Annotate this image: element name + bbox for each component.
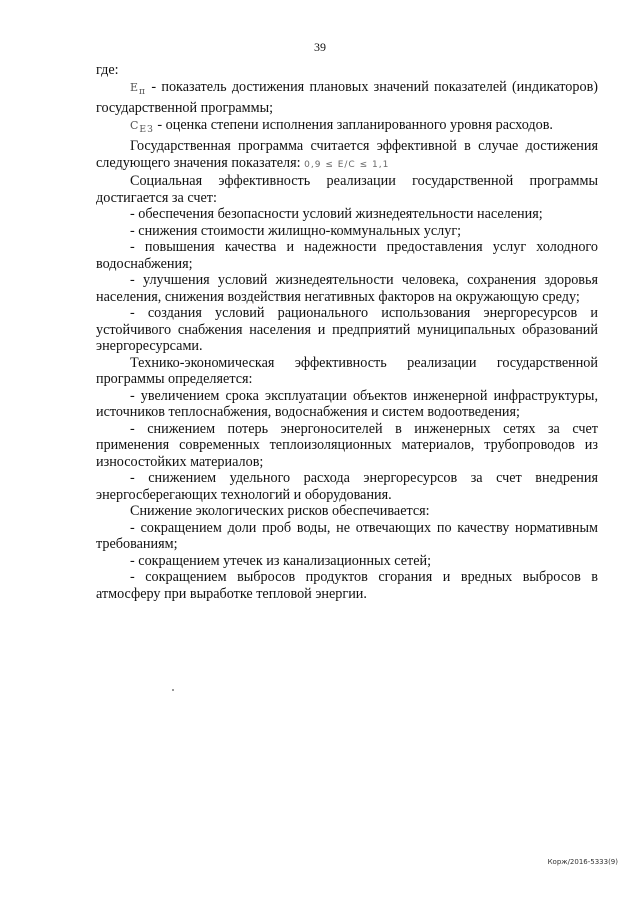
efficiency-condition: Государственная программа считается эффективной в случае достижения следующего значения показателя: 0,9 ≤ Е/С ≤ 1,1: [96, 138, 598, 171]
efficiency-value: 0,9 ≤ Е/С ≤ 1,1: [304, 159, 390, 170]
scan-speck: [172, 689, 174, 691]
where-label: где:: [96, 62, 119, 78]
paragraph: - сокращением доли проб воды, не отвечающих по качеству нормативным требованиям;: [96, 519, 598, 553]
paragraph: - снижением удельного расхода энергоресурсов за счет внедрения энергосберегающих технологий и оборудования.: [96, 470, 598, 503]
paragraph: - сокращением утечек из канализационных сетей;: [130, 552, 432, 569]
paragraph: - увеличением срока эксплуатации объектов инженерной инфраструктуры, источников теплоснабжения, водоснабжения и систем водоотведения;: [96, 387, 598, 421]
paragraph: - снижением потерь энергоносителей в инженерных сетях за счет применения современных теплоизоляционных материалов, трубопроводов из износостойких материалов;: [96, 420, 598, 470]
document-body: [96, 62, 598, 602]
paragraph: - обеспечения безопасности условий жизнедеятельности населения;: [130, 206, 543, 223]
paragraph: - повышения качества и надежности предоставления услуг холодного водоснабжения;: [96, 239, 598, 272]
page-number: 39: [314, 40, 326, 54]
paragraph: - снижения стоимости жилищно-коммунальных услуг;: [130, 222, 462, 239]
paragraph: Технико-экономическая эффективность реализации государственной программы определяется:: [96, 354, 598, 388]
formula-symbol-c: $С_{ЕЗ}$: [130, 118, 154, 135]
footer-stamp: Корж/2016-5333(9): [547, 858, 618, 866]
indicator-definition: $Е_п$ - показатель достижения плановых значений показателей (индикаторов) государственной программы;: [96, 78, 598, 117]
expense-definition: $С_{ЕЗ}$ - оценка степени исполнения запланированного уровня расходов.: [130, 116, 553, 135]
paragraph: - сокращением выбросов продуктов сгорания и вредных выбросов в атмосферу при выработке тепловой энергии.: [96, 569, 598, 602]
paragraph: - создания условий рационального использования энергоресурсов и устойчивого снабжения населения и предприятий муниципальных образований энергоресурсами.: [96, 305, 598, 355]
paragraph: - улучшения условий жизнедеятельности человека, сохранения здоровья населения, снижения воздействия негативных факторов на окружающую среду;: [96, 272, 598, 305]
paragraph: Социальная эффективность реализации государственной программы достигается за счет:: [96, 173, 598, 206]
formula-symbol-e: $Е_п$: [130, 80, 147, 97]
paragraph: Снижение экологических рисков обеспечивается:: [130, 503, 430, 520]
